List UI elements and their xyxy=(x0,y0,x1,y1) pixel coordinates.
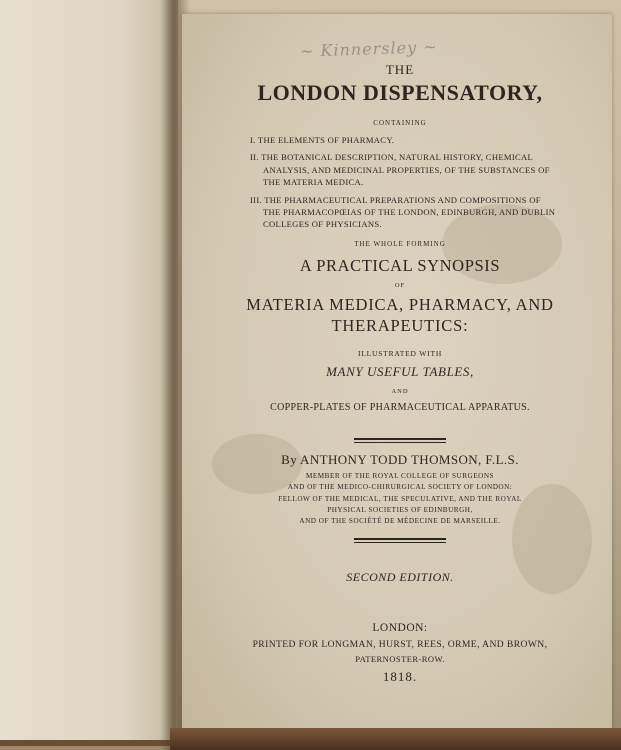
and-label: AND xyxy=(391,388,409,395)
contents-item: I. THE ELEMENTS OF PHARMACY. xyxy=(250,135,395,145)
contents-list xyxy=(250,134,560,236)
subject-line-1: MATERIA MEDICA, PHARMACY, AND xyxy=(246,295,554,314)
imprint-address: PATERNOSTER-ROW. xyxy=(355,654,445,664)
of-label: OF xyxy=(394,282,406,289)
contents-item: II. THE BOTANICAL DESCRIPTION, NATURAL HISTORY, CHEMICAL ANALYSIS, AND MEDICINAL PROPERTIES, OF THE SUBSTANCES OF THE MATERIA MEDICA. xyxy=(250,152,550,188)
title-the: THE xyxy=(385,62,415,77)
left-blank-page xyxy=(0,0,178,746)
binding-edge xyxy=(170,728,621,750)
author-credentials xyxy=(210,471,590,527)
credential-line: PHYSICAL SOCIETIES OF EDINBURGH, xyxy=(327,505,473,514)
imprint-place: LONDON: xyxy=(372,622,428,634)
illustrated-label: ILLUSTRATED WITH xyxy=(357,349,443,358)
faded-signature: ~ Kinnersley ~ xyxy=(299,37,438,61)
contents-item: III. THE PHARMACEUTICAL PREPARATIONS AND COMPOSITIONS OF THE PHARMACOPŒIAS OF THE LONDON, EDINBURGH, AND DUBLIN COLLEGES OF PHYSICIANS. xyxy=(250,194,556,230)
divider-rule xyxy=(354,542,446,543)
credential-line: FELLOW OF THE MEDICAL, THE SPECULATIVE, AND THE ROYAL xyxy=(278,494,522,503)
subject-line-2: THERAPEUTICS: xyxy=(331,316,469,335)
imprint-printer: PRINTED FOR LONGMAN, HURST, REES, ORME, AND BROWN, xyxy=(252,639,548,650)
author-line: By ANTHONY TODD THOMSON, F.L.S. xyxy=(281,452,519,467)
edition-line: SECOND EDITION. xyxy=(346,570,454,584)
divider-rule xyxy=(354,538,446,540)
imprint-year: 1818. xyxy=(382,669,418,684)
credential-line: AND OF THE MEDICO-CHIRURGICAL SOCIETY OF LONDON: xyxy=(287,483,513,492)
synopsis-heading: A PRACTICAL SYNOPSIS xyxy=(299,256,501,275)
tables-line: MANY USEFUL TABLES, xyxy=(326,364,474,379)
credential-line: AND OF THE SOCIÉTÉ DE MÉDECINE DE MARSEILLE. xyxy=(299,517,501,526)
whole-forming-label: THE WHOLE FORMING xyxy=(354,240,446,248)
plates-line: COPPER-PLATES OF PHARMACEUTICAL APPARATUS. xyxy=(270,402,530,413)
divider-rule xyxy=(354,438,446,440)
divider-rule xyxy=(354,442,446,443)
book-title: LONDON DISPENSATORY, xyxy=(257,80,543,105)
credential-line: MEMBER OF THE ROYAL COLLEGE OF SURGEONS xyxy=(305,472,495,480)
containing-label: CONTAINING xyxy=(373,119,427,127)
